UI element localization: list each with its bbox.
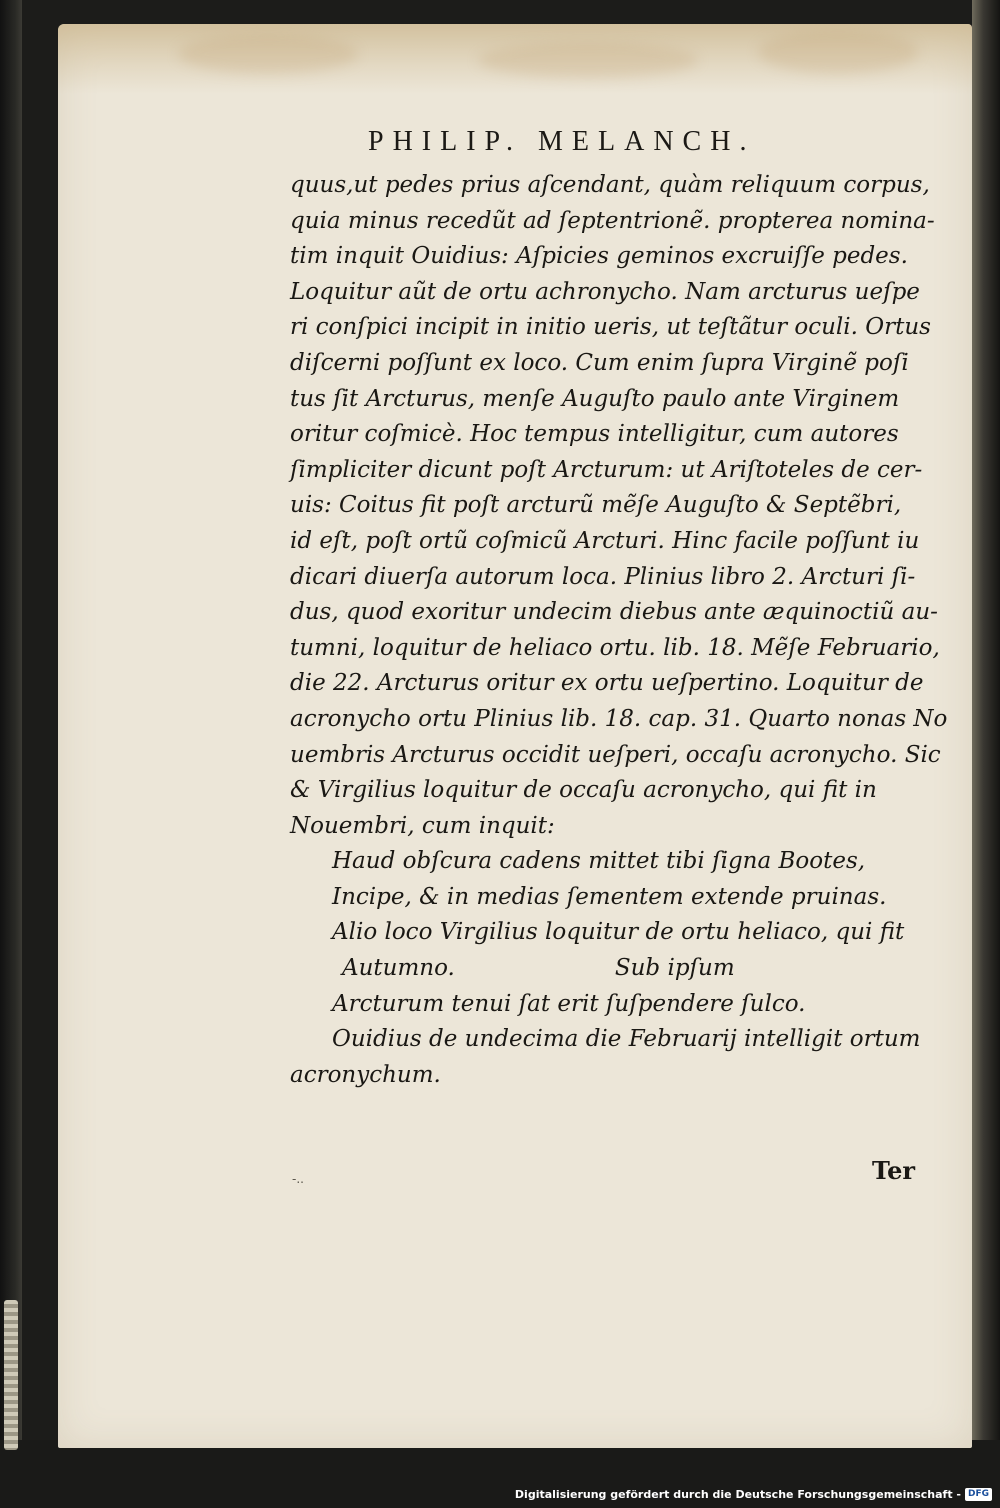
stain-blotch <box>178 34 358 74</box>
book-edge-right <box>972 0 1000 1508</box>
text-line: dus, quod exoritur undecim diebus ante æquinoctiũ au- <box>290 599 938 626</box>
book-binding-left <box>0 0 22 1508</box>
verse-line: Alio loco Virgilius loquitur de ortu heliaco, qui fit <box>332 919 905 946</box>
verse-line: Arcturum tenui ſat erit ſuſpendere ſulco. <box>332 990 806 1017</box>
text-line: acronycho ortu Plinius lib. 18. cap. 31. Quarto nonas No <box>290 705 948 732</box>
autumn-word: Autumno. <box>342 955 455 982</box>
footer-text: Digitalisierung gefördert durch die Deutsche Forschungsgemeinschaft - <box>514 1488 961 1501</box>
verse-line: Incipe, & in medias ſementem extende pruinas. <box>332 883 887 910</box>
binding-thread <box>4 1300 18 1450</box>
sub-ipsum: Sub ipſum <box>614 955 735 982</box>
text-line: oritur coſmicè. Hoc tempus intelligitur, cum autores <box>290 421 899 448</box>
verse-line <box>290 951 930 987</box>
text-line: id eſt, poſt ortũ coſmicũ Arcturi. Hinc facile poſſunt iu <box>290 527 920 554</box>
text-line: & Virgilius loquitur de occaſu acronycho, qui fit in <box>290 777 877 804</box>
dfg-logo-icon: DFG <box>965 1488 992 1501</box>
text-line: ſimpliciter dicunt poſt Arcturum: ut Ariſtoteles de cer- <box>290 456 923 483</box>
text-line: Loquitur aũt de ortu achronycho. Nam arcturus ueſpe <box>290 278 920 305</box>
text-line: uembris Arcturus occidit ueſperi, occaſu acronycho. Sic <box>290 741 941 768</box>
running-head: PHILIP. MELANCH. <box>368 126 756 157</box>
text-line: acronychum. <box>290 1061 441 1088</box>
text-line: quia minus recedũt ad ſeptentrionẽ. propterea nomina- <box>290 207 935 234</box>
text-line: diſcerni poſſunt ex loco. Cum enim ſupra Virginẽ poſi <box>290 349 909 376</box>
main-text <box>290 168 948 1093</box>
text-line: dicari diuerſa autorum loca. Plinius libro 2. Arcturi ſi- <box>290 563 916 590</box>
text-line: ri conſpici incipit in initio ueris, ut teſtãtur oculi. Ortus <box>290 314 931 341</box>
stain-blotch <box>478 42 698 78</box>
text-line: tim inquit Ouidius: Aſpicies geminos excruiſſe pedes. <box>290 243 908 270</box>
footer-credit <box>515 1488 992 1501</box>
stain-blotch <box>758 30 918 74</box>
text-line: tus ſit Arcturus, menſe Auguſto paulo ante Virginem <box>290 385 900 412</box>
text-line: Nouembri, cum inquit: <box>290 812 555 839</box>
text-line: uis: Coitus fit poſt arcturũ mẽſe Auguſto & Septẽbri, <box>290 492 902 519</box>
stray-mark: -.. <box>292 1172 304 1186</box>
text-line: quus,ut pedes prius aſcendant, quàm reliquum corpus, <box>290 172 930 198</box>
verse-line: Haud obſcura cadens mittet tibi ſigna Bootes, <box>332 848 866 875</box>
text-line: Ouidius de undecima die Februarij intelligit ortum <box>332 1026 921 1053</box>
text-line: tumni, loquitur de heliaco ortu. lib. 18. Mẽſe Februario, <box>290 634 940 661</box>
text-line: die 22. Arcturus oritur ex ortu ueſpertino. Loquitur de <box>290 670 924 697</box>
catchword: Ter <box>872 1156 916 1185</box>
